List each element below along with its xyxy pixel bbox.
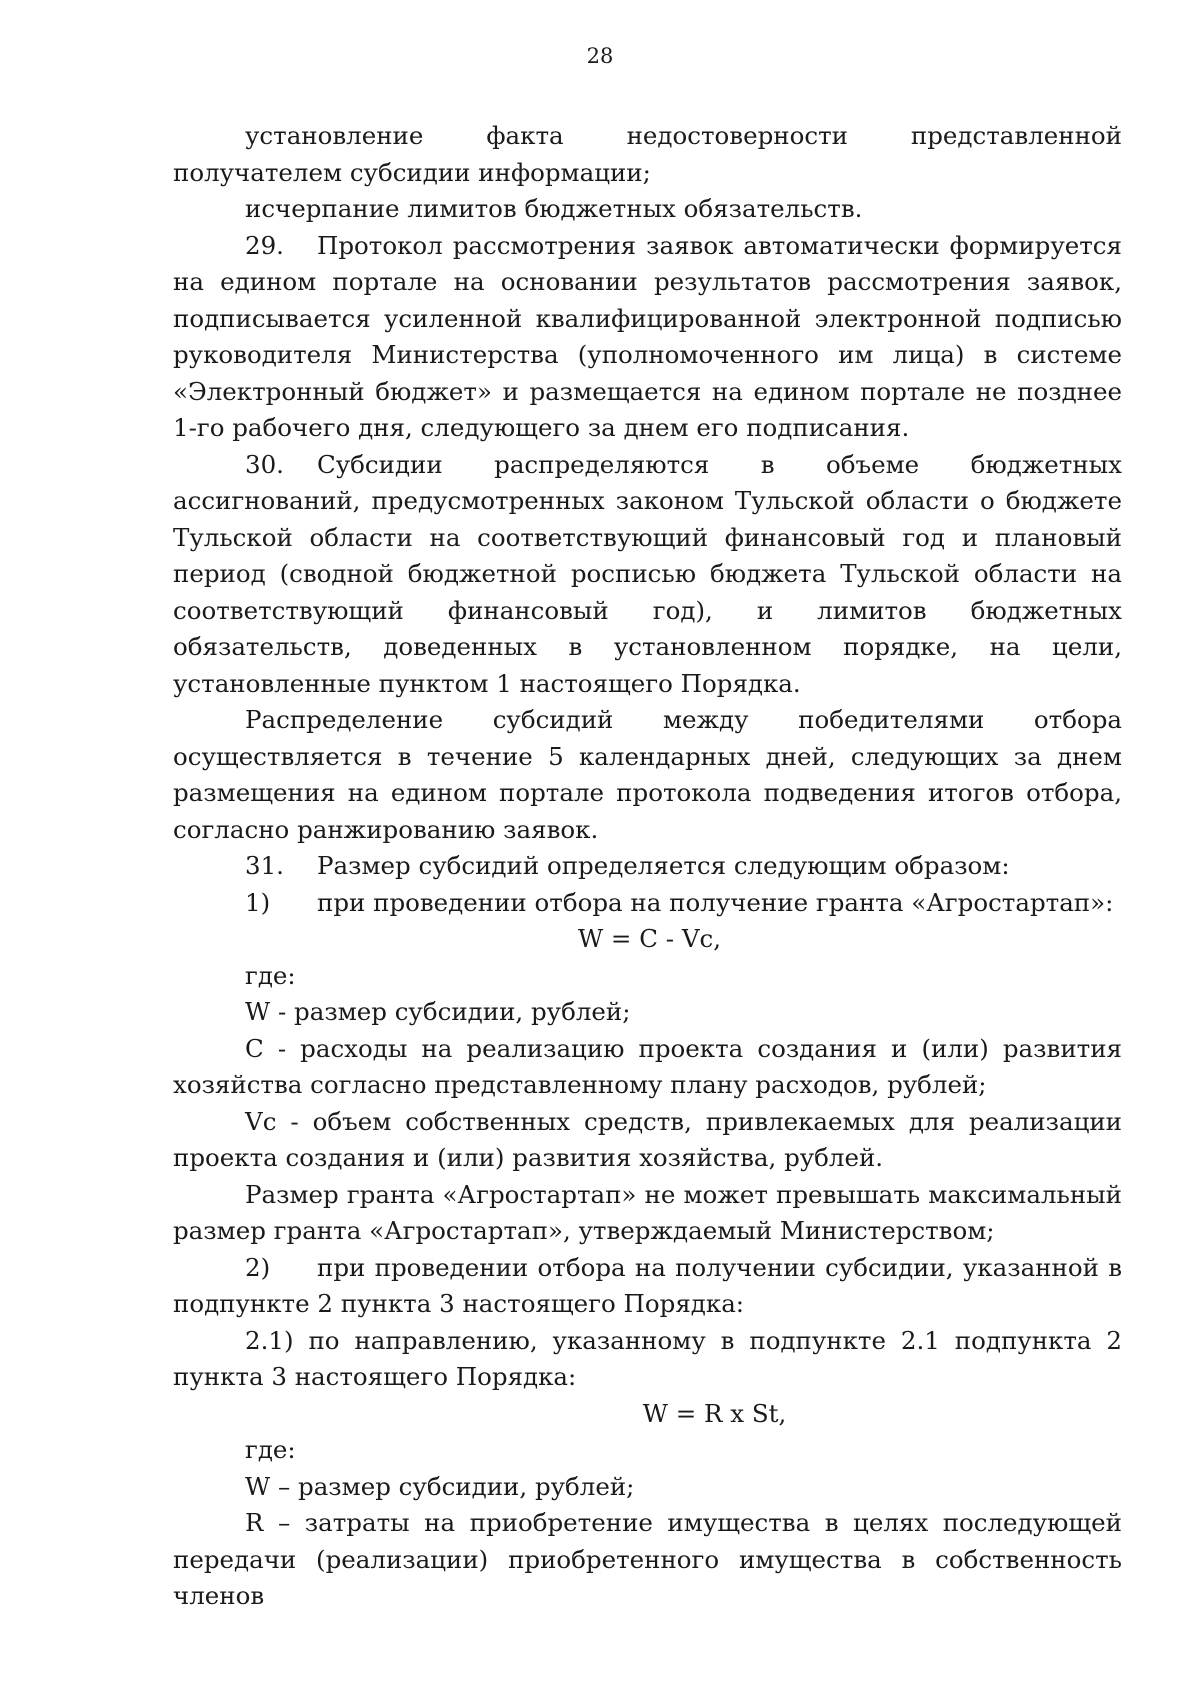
definition-w-2: W – размер субсидии, рублей;	[245, 1471, 635, 1501]
subitem-2-1: 2.1) по направлению, указанному в подпункте 2.1 подпункта 2 пункта 3 настоящего Порядка:	[173, 1325, 1122, 1391]
paragraph-distribution: Распределение субсидий между победителями отбора осуществляется в течение 5 календарных дней, следующих за днем размещения на едином портале протокола подведения итогов отбора, согласно ранжированию заявок.	[173, 705, 1122, 844]
paragraph-unreliable-info: установление факта недостоверности представленной получателем субсидии информации;	[173, 121, 1122, 187]
paragraph-text: при проведении отбора на получение гранта «Агростартап»:	[317, 887, 1114, 917]
document-body	[173, 118, 1122, 1615]
page-number: 28	[586, 44, 614, 68]
paragraph-30	[173, 447, 1122, 703]
definition-r: R – затраты на приобретение имущества в целях последующей передачи (реализации) приобретенного имущества в собственность членов	[173, 1508, 1122, 1610]
paragraph-where: где:	[245, 960, 296, 990]
paragraph-text: Размер субсидий определяется следующим образом:	[317, 851, 1010, 880]
paragraph-31	[173, 848, 1122, 885]
item-number: 2)	[245, 1252, 271, 1282]
item-number: 31.	[245, 851, 284, 880]
paragraph-29	[173, 228, 1122, 447]
paragraph-text: при проведении отбора на получении субсидии, указанной в подпункте 2 пункта 3 настоящего Порядка:	[173, 1252, 1122, 1318]
paragraph-text: Протокол рассмотрения заявок автоматически формируется на едином портале на основании результатов рассмотрения заявок, подписывается усиленной квалифицированной электронной подписью руководителя Министерства (уполномоченного им лица) в системе «Электронный бюджет» и размещается на едином портале не позднее 1-го рабочего дня, следующего за днем его подписания.	[173, 230, 1122, 442]
formula-agrostartap: W = C - Vc,	[577, 924, 722, 953]
paragraph-where-2: где:	[245, 1435, 296, 1464]
subitem-2	[173, 1250, 1122, 1323]
paragraph-limits-exhausted: исчерпание лимитов бюджетных обязательств.	[245, 194, 863, 223]
definition-vc: Vc - объем собственных средств, привлекаемых для реализации проекта создания и (или) развития хозяйства, рублей.	[173, 1106, 1122, 1172]
paragraph-text: Субсидии распределяются в объеме бюджетных ассигнований, предусмотренных законом Тульской области о бюджете Тульской области на соответствующий финансовый год и плановый период (сводной бюджетной росписью бюджета Тульской области на соответствующий финансовый год), и лимитов бюджетных обязательств, доведенных в установленном порядке, на цели, установленные пунктом 1 настоящего Порядка.	[173, 449, 1122, 698]
item-number: 1)	[245, 887, 271, 917]
subitem-1	[173, 885, 1122, 922]
definition-c: C - расходы на реализацию проекта создания и (или) развития хозяйства согласно представленному плану расходов, рублей;	[173, 1033, 1122, 1099]
item-number: 29.	[245, 230, 284, 260]
definition-w: W - размер субсидии, рублей;	[245, 997, 631, 1026]
paragraph-grant-limit: Размер гранта «Агростартап» не может превышать максимальный размер гранта «Агростартап», утверждаемый Министерством;	[173, 1179, 1122, 1245]
formula-r-st: W = R x St,	[642, 1398, 787, 1428]
item-number: 30.	[245, 449, 284, 479]
